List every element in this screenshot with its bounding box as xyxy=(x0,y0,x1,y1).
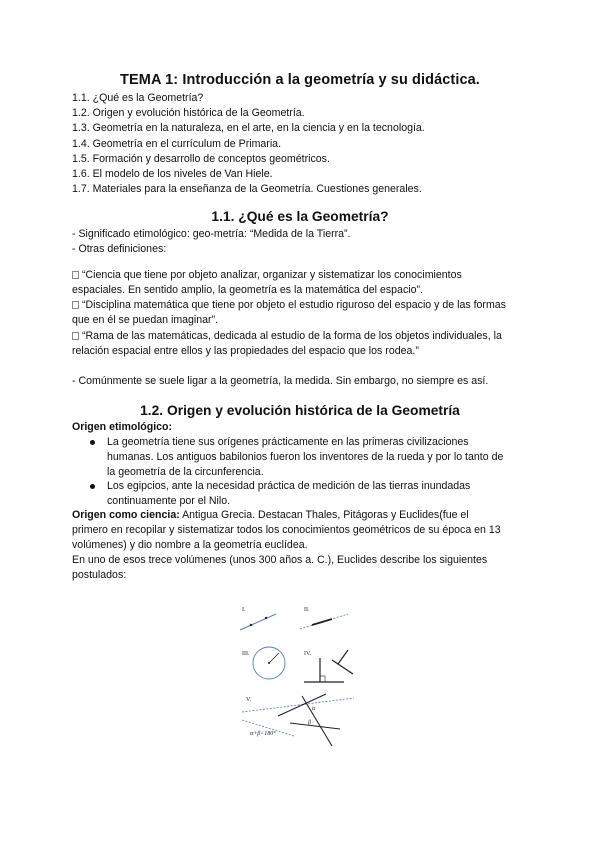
definition-line: “Ciencia que tiene por objeto analizar, organizar y sistematizar los conocimientos xyxy=(82,269,462,281)
definition-line: espaciales. En sentido amplio, la geometría es la matemática del espacio”. xyxy=(72,284,423,296)
point-icon xyxy=(250,624,252,626)
toc-item: 1.5. Formación y desarrollo de conceptos geométricos. xyxy=(72,152,330,165)
science-paragraph xyxy=(72,508,532,583)
alpha-label: α xyxy=(312,706,316,712)
bullet-line: humanas. Los antiguos babilonios fueron los inventores de la rueda y por lo tanto de xyxy=(107,450,504,463)
definition-1 xyxy=(72,268,534,298)
postulate-5-transversal xyxy=(302,696,332,746)
definition-3 xyxy=(72,329,534,359)
postulate-label-3: III. xyxy=(242,651,250,657)
definition-2 xyxy=(72,298,534,328)
section-1-heading: 1.1. ¿Qué es la Geometría? xyxy=(211,209,389,224)
science-line: postulados: xyxy=(72,569,127,581)
toc-item: 1.6. El modelo de los niveles de Van Hiele. xyxy=(72,168,273,181)
postulate-5-line xyxy=(278,694,326,716)
definition-line: relación espacial entre ellos y las propiedades del espacio que los rodea.” xyxy=(72,345,419,357)
toc-item: 1.4. Geometría en el currículum de Primaria. xyxy=(72,137,282,150)
euclid-postulates-figure xyxy=(228,600,368,750)
bullet-line: continuamente por el Nilo. xyxy=(107,495,231,508)
bullet-icon xyxy=(90,484,95,489)
bullet-line: Los egipcios, ante la necesidad práctica de medición de las tierras inundadas xyxy=(107,480,471,493)
section-1-intro xyxy=(72,227,532,257)
postulate-3-radius xyxy=(269,653,279,663)
postulate-label-1: I. xyxy=(242,607,246,613)
postulate-4-arm xyxy=(338,650,348,664)
bullet-line: la geometría de la circunferencia. xyxy=(107,465,264,478)
definition-line: “Disciplina matemática que tiene por objeto el estudio riguroso del espacio y de las formas xyxy=(82,299,506,311)
postulate-5-formula: α+β<180° xyxy=(250,731,276,737)
list-item xyxy=(90,479,503,509)
postulate-label-5: V. xyxy=(246,697,252,703)
point-icon xyxy=(268,662,270,664)
postulate-label-2: II. xyxy=(304,607,310,613)
bullet-icon xyxy=(90,440,95,445)
checkbox-glyph-icon xyxy=(72,332,79,340)
section-1-closing: - Comúnmente se suele ligar a la geometría, la medida. Sin embargo, no siempre es así. xyxy=(72,375,489,387)
point-icon xyxy=(265,617,267,619)
table-of-contents xyxy=(72,91,425,197)
intro-line: - Otras definiciones: xyxy=(72,243,167,255)
checkbox-glyph-icon xyxy=(72,271,79,279)
postulate-1-line xyxy=(240,614,276,630)
science-label: Origen como ciencia: xyxy=(72,509,180,521)
postulate-label-4: IV. xyxy=(304,651,312,657)
science-line: primero en recopilar y sistematizar todos los conocimientos geométricos de su época en 13 xyxy=(72,524,501,536)
toc-item: 1.1. ¿Qué es la Geometría? xyxy=(72,92,204,104)
postulate-5-dashed-line xyxy=(242,698,354,712)
science-line: Antigua Grecia. Destacan Thales, Pitágoras y Euclides(fue el xyxy=(179,509,469,521)
definition-line: que en él se puedan imaginar”. xyxy=(72,314,219,326)
section-2-heading: 1.2. Origen y evolución histórica de la Geometría xyxy=(140,403,460,418)
list-item xyxy=(90,435,503,479)
definition-line: “Rama de las matemáticas, dedicada al estudio de la forma de los objetos individuales, la xyxy=(82,330,502,342)
science-line: En uno de esos trece volúmenes (unos 300 años a. C.), Euclides describe los siguientes xyxy=(72,554,488,566)
intro-line: - Significado etimológico: geo-metría: “Medida de la Tierra”. xyxy=(72,228,351,240)
bullet-line: La geometría tiene sus orígenes prácticamente en las primeras civilizaciones xyxy=(107,436,469,448)
origin-bullets xyxy=(90,435,503,509)
beta-label: β xyxy=(308,720,311,726)
toc-item: 1.7. Materiales para la enseñanza de la Geometría. Cuestiones generales. xyxy=(72,183,422,196)
origin-label: Origen etimológico: xyxy=(72,421,173,433)
checkbox-glyph-icon xyxy=(72,301,79,309)
postulate-2-segment xyxy=(312,619,332,625)
page-title: TEMA 1: Introducción a la geometría y su didáctica. xyxy=(120,72,480,88)
toc-item: 1.2. Origen y evolución histórica de la Geometría. xyxy=(72,107,305,120)
right-angle-icon xyxy=(320,676,325,682)
science-line: volúmenes) y dio nombre a la geometría euclídea. xyxy=(72,539,308,551)
postulate-4-arm xyxy=(332,660,353,674)
toc-item: 1.3. Geometría en la naturaleza, en el arte, en la ciencia y en la tecnología. xyxy=(72,122,425,135)
postulate-5-line xyxy=(290,723,340,729)
